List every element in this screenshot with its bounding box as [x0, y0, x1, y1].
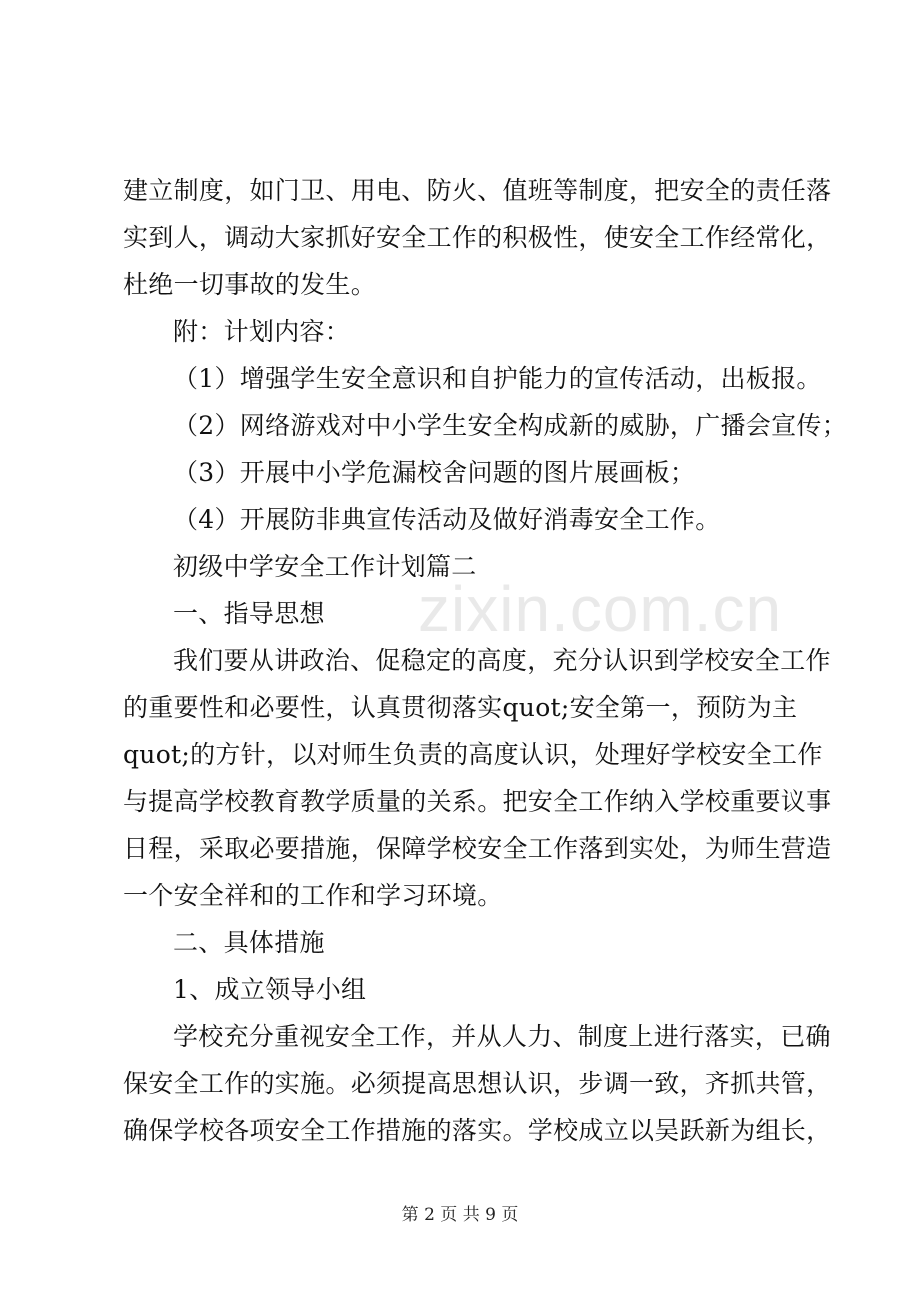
body-line: 实到人，调动大家抓好安全工作的积极性，使安全工作经常化， [123, 223, 832, 252]
body-line: 建立制度，如门卫、用电、防火、值班等制度，把安全的责任落 [123, 176, 832, 205]
body-line: 学校充分重视安全工作，并从人力、制度上进行落实，已确 [173, 1022, 831, 1051]
body-line: 我们要从讲政治、促稳定的高度，充分认识到学校安全工作 [173, 646, 831, 675]
body-line: 一个安全祥和的工作和学习环境。 [123, 881, 503, 910]
list-item: （4）开展防非典宣传活动及做好消毒安全工作。 [173, 505, 721, 534]
body-line: 日程，采取必要措施，保障学校安全工作落到实处，为师生营造 [123, 834, 832, 863]
body-line: 保安全工作的实施。必须提高思想认识，步调一致，齐抓共管， [123, 1069, 832, 1098]
subsection-heading: 1、成立领导小组 [173, 975, 367, 1004]
body-line: 杜绝一切事故的发生。 [123, 270, 377, 299]
section-title: 初级中学安全工作计划篇二 [173, 552, 477, 581]
body-line: 与提高学校教育教学质量的关系。把安全工作纳入学校重要议事 [123, 787, 832, 816]
body-line: quot;的方针，以对师生负责的高度认识，处理好学校安全工作 [123, 740, 823, 769]
page-footer: 第 2 页 共 9 页 [401, 1205, 519, 1225]
section-heading: 二、具体措施 [173, 928, 325, 957]
body-line: 附：计划内容： [173, 317, 351, 346]
body-line: 的重要性和必要性，认真贯彻落实quot;安全第一，预防为主 [123, 693, 798, 722]
list-item: （3）开展中小学危漏校舍问题的图片展画板； [173, 458, 696, 487]
list-item: （1）增强学生安全意识和自护能力的宣传活动，出板报。 [173, 364, 822, 393]
section-heading: 一、指导思想 [173, 599, 325, 628]
body-line: 确保学校各项安全工作措施的落实。学校成立以吴跃新为组长， [123, 1116, 832, 1145]
list-item: （2）网络游戏对中小学生安全构成新的威胁，广播会宣传； [173, 411, 848, 440]
watermark: zixin.com.cn [418, 573, 783, 645]
